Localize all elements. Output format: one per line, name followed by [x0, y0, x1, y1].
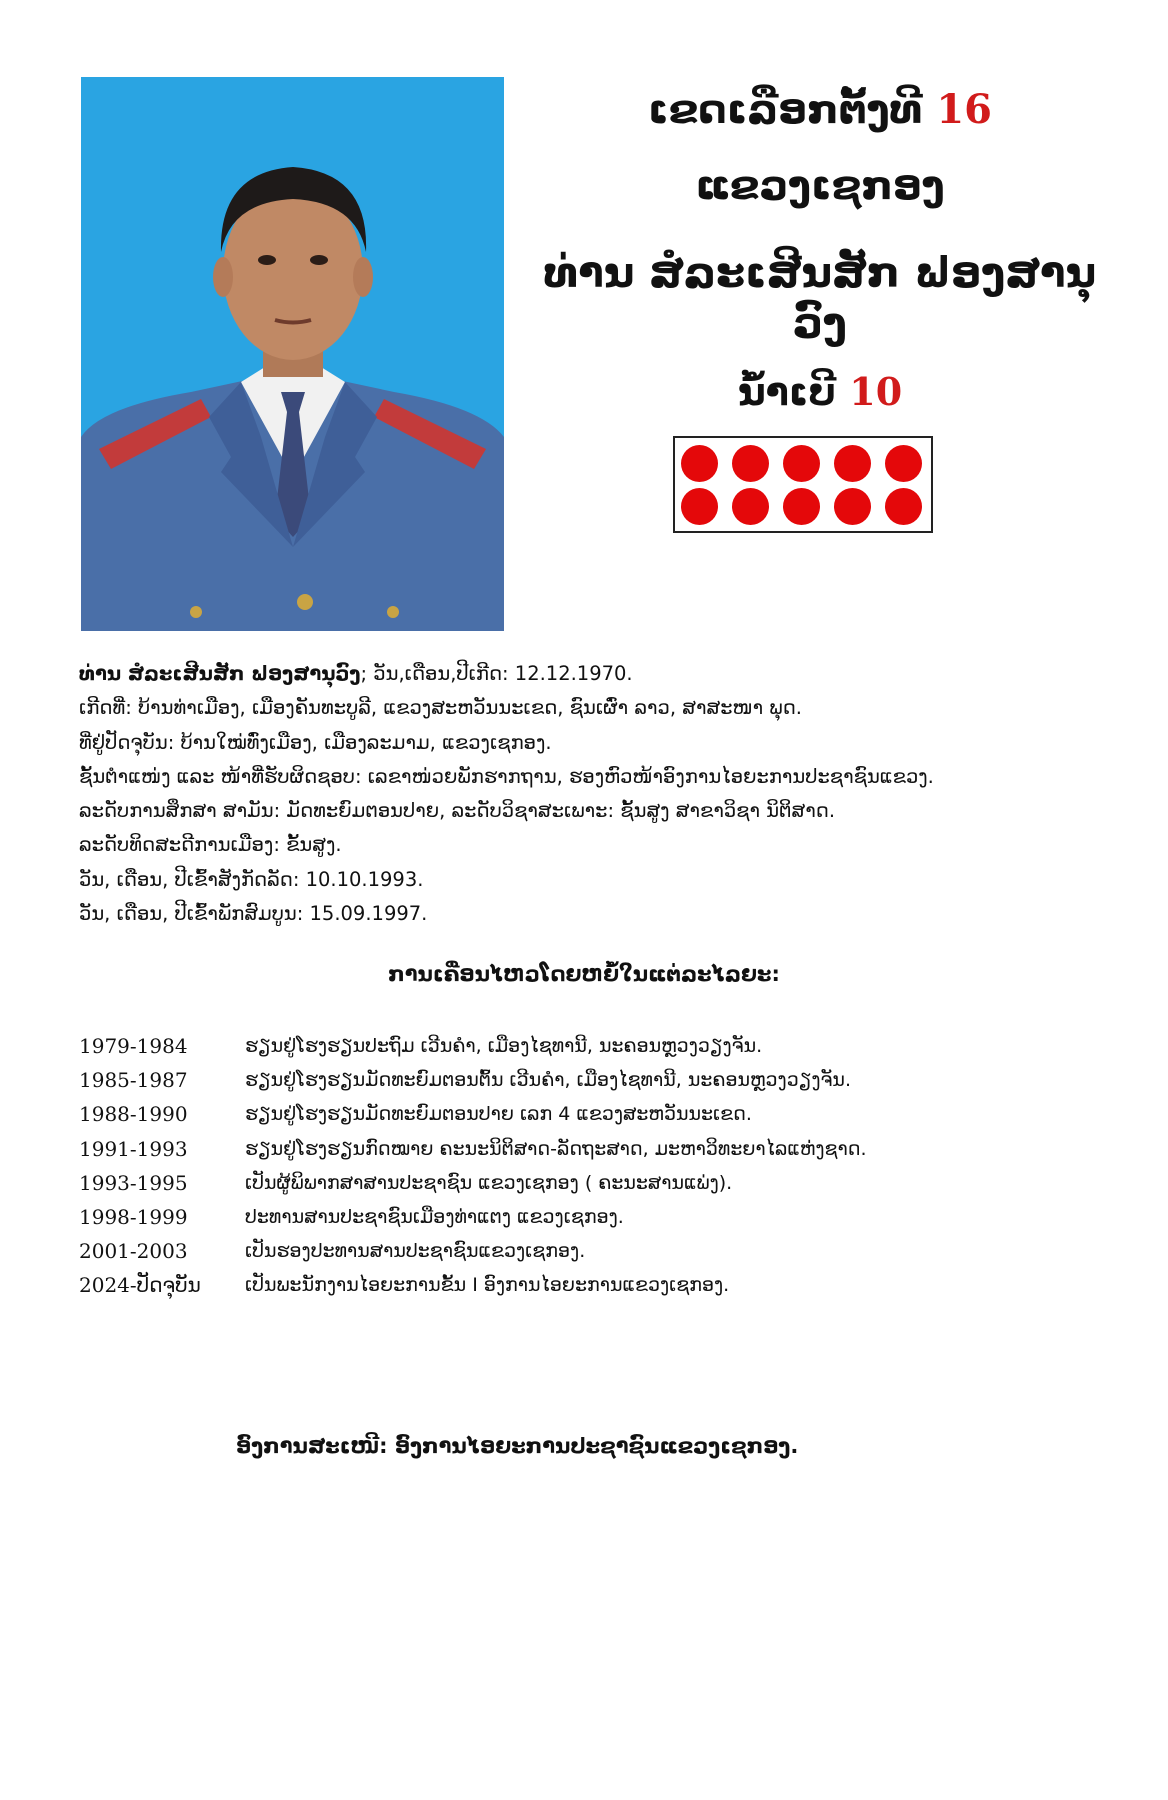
bio-party-join: ວັນ, ເດືອນ, ປີເຂົ້າພັກສົມບູນ: 15.09.1997.: [79, 902, 428, 926]
number-dot: [681, 445, 718, 482]
number-dot: [783, 488, 820, 525]
province-title: ແຂວງເຊກອງ: [695, 163, 945, 209]
bio-political-theory: ລະດັບທິດສະດີການເມືອງ: ຂັ້ນສູງ.: [79, 833, 342, 857]
number-dot: [885, 445, 922, 482]
bio-position: ຊັ້ນຕໍາແໜ່ງ ແລະ ໜ້າທີ່ຮັບຜິດຊອບ: ເລຂາໜ່ວຍພັກຮາກຖານ, ຮອງຫົວໜ້າອົງການໄອຍະການປະຊາຊົນແຂວງ.: [79, 764, 934, 788]
candidate-number: 10: [849, 368, 903, 414]
district-number: 16: [936, 86, 992, 133]
timeline-year: 1979-1984: [79, 1034, 188, 1059]
timeline-text: ເປັນຮອງປະທານສານປະຊາຊົນແຂວງເຊກອງ.: [245, 1240, 586, 1263]
bio-residence: ທີ່ຢູ່ປັດຈຸບັນ: ບ້ານໃໝ່ທົ່ງເມືອງ, ເມືອງລະມາມ, ແຂວງເຊກອງ.: [79, 730, 552, 754]
proposer-line: ອົງການສະເໜີ: ອົງການໄອຍະການປະຊາຊົນແຂວງເຊກອງ.: [236, 1434, 799, 1458]
number-dot: [885, 488, 922, 525]
timeline-year: 1993-1995: [79, 1170, 188, 1195]
bio-section: [79, 657, 1119, 931]
number-dot: [732, 445, 769, 482]
timeline-row: [79, 1029, 1139, 1063]
timeline-text: ຮຽນຢູ່ໂຮງຮຽນປະຖົມ ເວີນຄໍາ, ເມືອງໄຊທານີ, ນະຄອນຫຼວງວຽງຈັນ.: [245, 1035, 763, 1058]
candidate-number-line: [520, 369, 1120, 416]
bio-education: ລະດັບການສຶກສາ ສາມັນ: ມັດທະຍົມຕອນປາຍ, ລະດັບວິຊາສະເພາະ: ຊັ້ນສູງ ສາຂາວິຊາ ນິຕິສາດ.: [79, 799, 836, 823]
timeline-row: [79, 1234, 1139, 1268]
timeline-list: [79, 1029, 1139, 1303]
timeline-year: 2001-2003: [79, 1239, 188, 1264]
timeline-text: ຮຽນຢູ່ໂຮງຮຽນມັດທະຍົມຕອນຕົ້ນ ເວີນຄໍາ, ເມືອງໄຊທານີ, ນະຄອນຫຼວງວຽງຈັນ.: [245, 1069, 851, 1092]
timeline-text: ປະທານສານປະຊາຊົນເມືອງທ່າແຕງ ແຂວງເຊກອງ.: [245, 1206, 624, 1229]
header-block: [520, 80, 1120, 415]
timeline-year: 2024-ປັດຈຸບັນ: [79, 1273, 201, 1298]
timeline-year: 1988-1990: [79, 1102, 188, 1127]
timeline-year: 1998-1999: [79, 1205, 188, 1230]
timeline-year: 1985-1987: [79, 1068, 188, 1093]
timeline-text: ເປັນພະນັກງານໄອຍະການຂັ້ນ I ອົງການໄອຍະການແຂວງເຊກອງ.: [245, 1274, 730, 1297]
number-dot: [681, 488, 718, 525]
timeline-text: ຮຽນຢູ່ໂຮງຮຽນກົດໝາຍ ຄະນະນິຕິສາດ-ລັດຖະສາດ, ມະຫາວິທະຍາໄລແຫ່ງຊາດ.: [245, 1137, 867, 1160]
timeline-row: [79, 1166, 1139, 1200]
bio-name-dob: [79, 657, 1119, 691]
candidate-name: ທ່ານ ສໍລະເສີນສັກ ຟອງສານຸວົງ: [543, 248, 1097, 348]
candidate-number-dots: [673, 436, 933, 533]
bio-state-join: ວັນ, ເດືອນ, ປີເຂົ້າສັງກັດລັດ: 10.10.1993.: [79, 867, 424, 891]
timeline-text: ຮຽນຢູ່ໂຮງຮຽນມັດທະຍົມຕອນປາຍ ເລກ 4 ແຂວງສະຫວັນນະເຂດ.: [245, 1103, 752, 1126]
timeline-row: [79, 1132, 1139, 1166]
number-dot: [834, 488, 871, 525]
timeline-row: [79, 1268, 1139, 1302]
bio-birthplace: ເກີດທີ່: ບ້ານທ່າເມືອງ, ເມືອງຄັນທະບູລີ, ແຂວງສະຫວັນນະເຂດ, ຊົນເຜົ່າ ລາວ, ສາສະໜາ ພຸດ.: [79, 696, 802, 720]
number-dot: [834, 445, 871, 482]
timeline-row: [79, 1097, 1139, 1131]
number-dot: [783, 445, 820, 482]
timeline-row: [79, 1063, 1139, 1097]
bio-dob: ; ວັນ,ເດືອນ,ປີເກີດ: 12.12.1970.: [360, 662, 633, 685]
bio-name: ທ່ານ ສໍລະເສີນສັກ ຟອງສານຸວົງ: [79, 662, 361, 685]
district-title: [520, 86, 1120, 134]
number-prefix: ນໍ້າເບີ: [737, 369, 837, 414]
number-dot: [732, 488, 769, 525]
timeline-text: ເປັນຜູ້ພິພາກສາສານປະຊາຊົນ ແຂວງເຊກອງ ( ຄະນະສານແພ່ງ).: [245, 1171, 733, 1194]
timeline-year: 1991-1993: [79, 1136, 188, 1161]
timeline-title: ການເຄື່ອນໄຫວໂດຍຫຍໍ້ໃນແຕ່ລະໄລຍະ:: [388, 962, 780, 986]
district-prefix: ເຂດເລືອກຕັ້ງທີ: [648, 87, 923, 133]
timeline-row: [79, 1200, 1139, 1234]
candidate-photo: [81, 77, 504, 631]
